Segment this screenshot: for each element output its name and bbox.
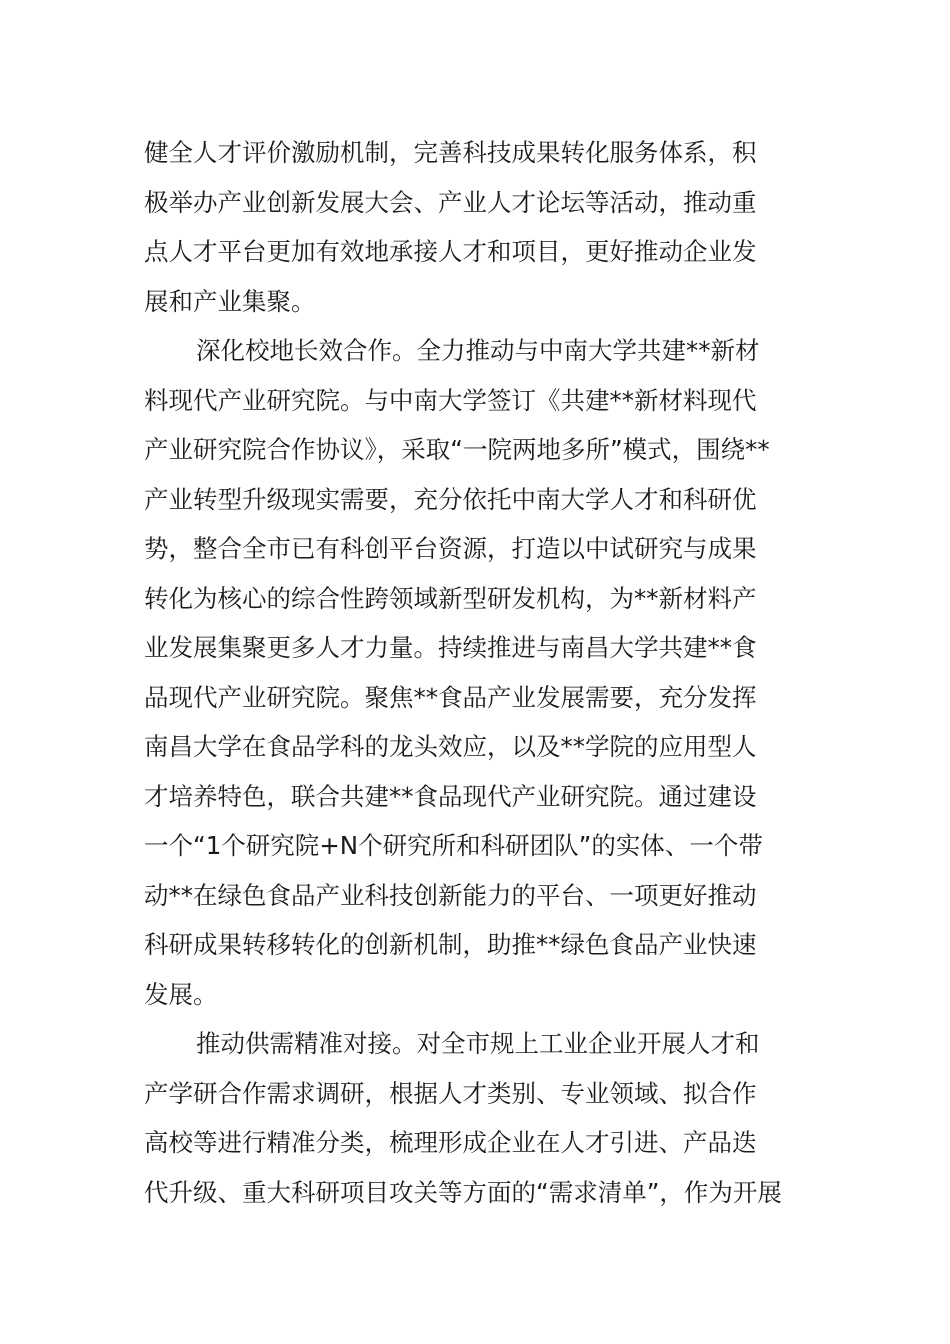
text-line: 极举办产业创新发展大会、产业人才论坛等活动，推动重	[144, 187, 757, 217]
text-line: 势，整合全市已有科创平台资源，打造以中试研究与成果	[144, 534, 757, 563]
text-line: 产业转型升级现实需要，充分依托中南大学人才和科研优	[144, 484, 757, 514]
text-line: 代升级、重大科研项目攻关等方面的“需求清单”，作为开展	[144, 1177, 782, 1207]
text-line: 业发展集聚更多人才力量。持续推进与南昌大学共建**食	[144, 633, 757, 662]
text-line: 一个“1个研究院+N个研究所和科研团队”的实体、一个带	[144, 831, 763, 860]
text-line: 展和产业集聚。	[144, 286, 316, 316]
text-line: 产学研合作需求调研，根据人才类别、专业领域、拟合作	[144, 1078, 757, 1108]
text-line: 高校等进行精准分类，梳理形成企业在人才引进、产品迭	[144, 1128, 757, 1157]
paragraph-first-line: 深化校地长效合作。全力推动与中南大学共建**新材	[196, 336, 760, 365]
text-line: 健全人才评价激励机制，完善科技成果转化服务体系，积	[144, 138, 757, 167]
text-line: 点人才平台更加有效地承接人才和项目，更好推动企业发	[144, 237, 757, 266]
text-line: 科研成果转移转化的创新机制，助推**绿色食品产业快速	[144, 930, 757, 959]
text-line: 产业研究院合作协议》，采取“一院两地多所”模式，围绕**	[144, 435, 770, 464]
body-text	[144, 128, 809, 1217]
text-line: 才培养特色，联合共建**食品现代产业研究院。通过建设	[144, 781, 757, 811]
text-line: 料现代产业研究院。与中南大学签订《共建**新材料现代	[144, 385, 757, 415]
text-line: 转化为核心的综合性跨领域新型研发机构，为**新材料产	[144, 583, 757, 613]
text-line: 南昌大学在食品学科的龙头效应，以及**学院的应用型人	[144, 732, 757, 761]
text-line: 品现代产业研究院。聚焦**食品产业发展需要，充分发挥	[144, 682, 757, 712]
paragraph-first-line: 推动供需精准对接。对全市规上工业企业开展人才和	[196, 1029, 760, 1058]
text-line: 动**在绿色食品产业科技创新能力的平台、一项更好推动	[144, 880, 757, 910]
text-line: 发展。	[144, 979, 218, 1009]
